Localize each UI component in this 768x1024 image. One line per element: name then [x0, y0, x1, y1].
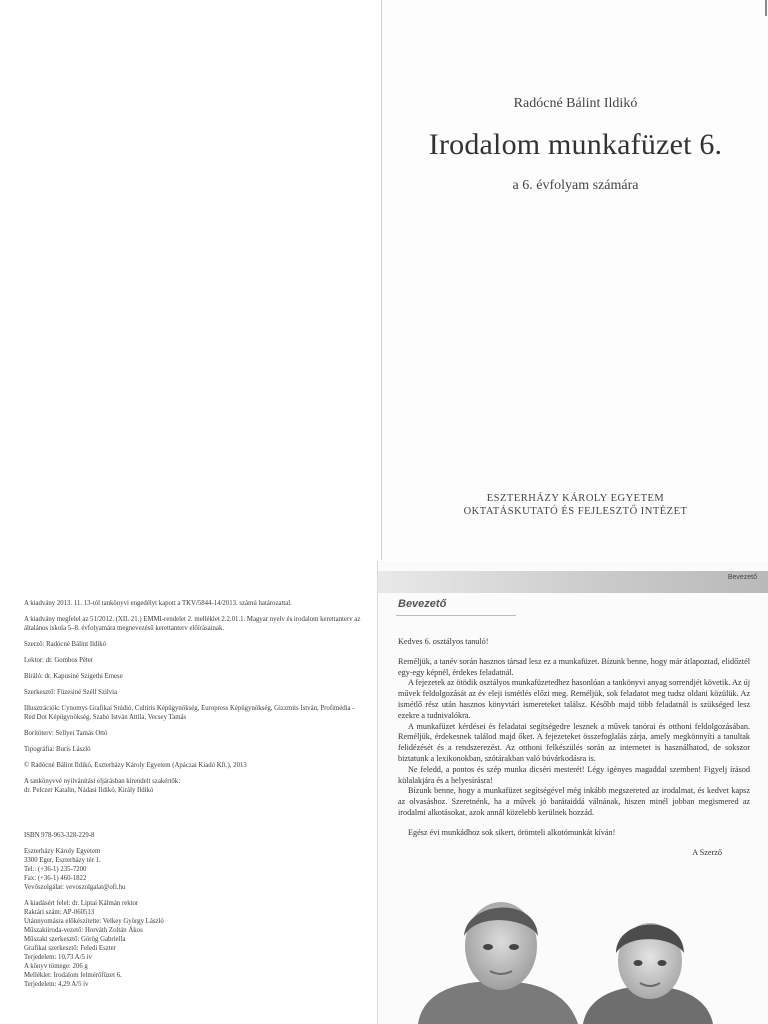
imprint-editor: Szerkesztő: Füzesiné Széll Szilvia: [24, 689, 118, 696]
imprint-graphic-editor: Grafikai szerkesztő: Feledi Eszter: [24, 945, 116, 952]
imprint-copyright: © Radócné Bálint Ildikó, Eszterházy Károly Egyetem (Apáczai Kiadó Kft.), 2013: [24, 762, 247, 769]
imprint-lector: Lektor: dr. Gombos Péter: [24, 657, 94, 664]
imprint-extent: Terjedelem: 10,73 A/5 ív: [24, 954, 92, 961]
title-page: [381, 0, 768, 560]
imprint-typography: Tipográfia: Buris László: [24, 746, 91, 753]
imprint-appendix: Melléklet: Irodalom felmérőfüzet 6.: [24, 972, 122, 979]
header-band: [378, 571, 768, 593]
imprint-page: [0, 561, 376, 1024]
imprint-org-phone: Tel.: (+36-1) 235-7200: [24, 866, 87, 873]
imprint-isbn: ISBN 978-963-328-229-8: [24, 832, 95, 839]
imprint-stock-number: Raktári szám: AP-060513: [24, 909, 95, 916]
book-author: Radócné Bálint Ildikó: [513, 96, 638, 111]
boy-right-figure: [583, 923, 713, 1024]
intro-body: [398, 637, 750, 858]
intro-paragraph-3: A munkafüzet kérdései és feladatai segítségedre lesznek a művek tanórai és otthoni feldolgozásában. Reméljük, érdekesnek találod majd őket. A fejezeteket összefoglalás zárja, amely megkönnyíti a tanultak felidézését és a rendszerezést. Az otthoni felkészülés során az internetet is használhatod, de sokszor biztatunk a lexikonokban, szótárakban való búvárkodásra is.: [398, 721, 750, 763]
intro-paragraph-2: A fejezetek az ötödik osztályos munkafüzetedhez hasonlóan a tankönyvi anyag sorrendjét követik. Az új művek feldolgozását az év eleji ismétlés előzi meg. Reméljük, sok feladatot meg tudsz oldani közülük. Az ismétlő rész után hasznos könyvtári ismereteket találsz. Később majd több feladatnál is szükséged lesz ezekre a tudnivalókra.: [398, 678, 750, 720]
imprint-org-address: 3300 Eger, Eszterházy tér 1.: [24, 857, 101, 864]
intro-paragraph-4: Ne feledd, a pontos és szép munka dicséri mesterét! Légy igényes magaddal szemben! Figyelj írásod külalakjára és a helyesírásra!: [398, 764, 750, 785]
imprint-author: Szerző: Radócné Bálint Ildikó: [24, 641, 107, 648]
publisher-block: [382, 492, 768, 518]
imprint-tech-lead: Műszakiiroda-vezető: Horváth Zoltán Ákos: [24, 927, 143, 934]
imprint-org-email: Vevőszolgálat: vevoszolgalat@ofi.hu: [24, 884, 126, 891]
imprint-weight: A könyv tömege: 206 g: [24, 963, 88, 970]
imprint-appendix-extent: Terjedelem: 4,29 A/5 ív: [24, 981, 89, 988]
intro-signature: A Szerző: [692, 847, 722, 857]
imprint-reprint-prep: Utánnyomásra előkészítette: Velkey György László: [24, 918, 164, 925]
children-illustration-svg: [378, 881, 768, 1024]
book-subtitle: a 6. évfolyam számára: [512, 178, 639, 193]
intro-page: [377, 561, 768, 1024]
imprint-org-fax: Fax: (+36-1) 460-1822: [24, 875, 87, 882]
imprint-text: [24, 599, 364, 989]
section-heading: Bevezető: [398, 598, 447, 610]
imprint-registry-title: A tankönyvvé nyilvánítási eljárásban kirendelt szakértők:: [24, 778, 181, 785]
blank-page: [0, 0, 380, 560]
page-edge-mark: [765, 0, 767, 16]
intro-greeting: Kedves 6. osztályos tanuló!: [398, 637, 489, 646]
imprint-cover: Borítóterv: Sellyei Tamás Ottó: [24, 730, 108, 737]
publisher-line-1: ESZTERHÁZY KÁROLY EGYETEM: [486, 493, 665, 504]
running-header: Bevezető: [727, 574, 757, 581]
imprint-tech-editor: Műszaki szerkesztő: Görög Gabriella: [24, 936, 126, 943]
imprint-registry-names: dr. Pelczer Katalin, Nádasi Ildikó, Király Ildikó: [24, 787, 154, 794]
imprint-curriculum: A kiadvány megfelel az 51/2012. (XII. 21.) EMMI-rendelet 2. melléklet 2.2.01.1. Magyar nyelv és irodalom kerettanterv az általános iskola 5–8. évfolyamára megnevezésű kerettanterv előírásainak.: [24, 616, 361, 632]
imprint-org-name: Eszterházy Károly Egyetem: [24, 848, 101, 855]
imprint-approval: A kiadvány 2013. 11. 13-tól tankönyvi engedélyt kapott a TKV/5844-14/2013. számú határozattal.: [24, 600, 292, 607]
publisher-line-2: OKTATÁSKUTATÓ ÉS FEJLESZTŐ INTÉZET: [463, 506, 688, 517]
book-title: Irodalom munkafüzet 6.: [428, 128, 723, 161]
imprint-resp-publisher: A kiadásért felel: dr. Liptai Kálmán rektor: [24, 900, 139, 907]
imprint-illustrations: Illusztrációk: Cynomys Grafikai Stúdió, Cultiris Képügynökség, Europress Képügynökség, Gizzmits István, Profimédia - Red Dot Képügynökség, Szabó István Attila, Vecsey Tamás: [24, 705, 355, 721]
intro-paragraph-1: Reméljük, a tanév során hasznos társad lesz ez a munkafüzet. Bízunk benne, hogy már átlapoztad, elidőztél egy-egy képnél, érdekes feladatnál.: [398, 656, 750, 677]
boy-left-figure: [418, 902, 578, 1024]
children-illustration: [378, 881, 768, 1024]
intro-closing: Egész évi munkádhoz sok sikert, örömteli alkotómunkát kíván!: [408, 827, 616, 837]
heading-divider: [396, 615, 516, 616]
imprint-reviewer: Bíráló: dr. Kapusiné Szigethi Emese: [24, 673, 123, 680]
intro-paragraph-5: Bízunk benne, hogy a munkafüzet segítségével még inkább megszereted az irodalmat, és kedvet kapsz az olvasáshoz. Szeretnénk, ha a művek jó barátaiddá válnának, hiszen minél jobban megismered az irodalmi alkotásokat, azok annál közelebb kerülnek hozzád.: [398, 786, 750, 817]
